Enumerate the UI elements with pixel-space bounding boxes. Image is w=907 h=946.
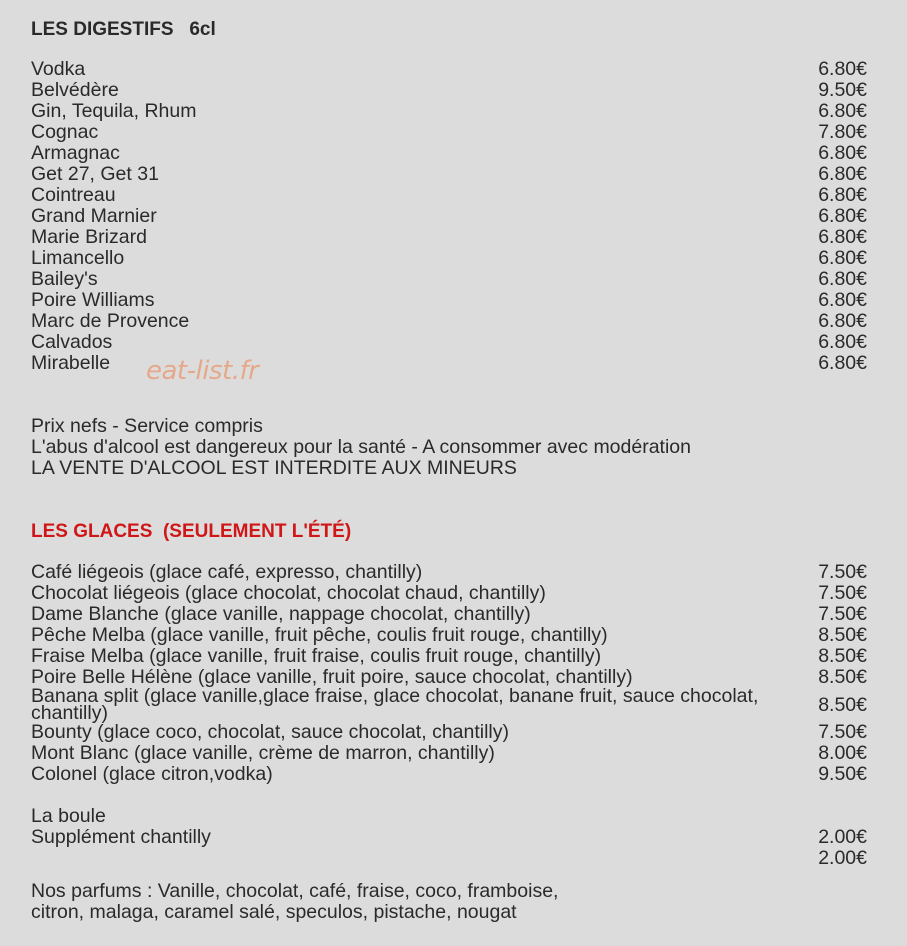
item-name: Get 27, Get 31 (31, 163, 159, 185)
menu-item (31, 604, 867, 625)
item-name: La boule (31, 805, 106, 827)
menu-item (31, 332, 867, 353)
menu-item (31, 206, 867, 227)
item-name: Supplément chantilly (31, 826, 211, 848)
item-price: 8.50€ (818, 666, 867, 688)
menu-item (31, 562, 867, 583)
menu-item (31, 101, 867, 122)
item-name: Dame Blanche (glace vanille, nappage chocolat, chantilly) (31, 603, 531, 625)
item-price: 7.50€ (818, 582, 867, 604)
supplement-row (31, 827, 867, 848)
item-price: 7.50€ (818, 721, 867, 743)
item-name: Cognac (31, 121, 99, 143)
parfums-line: citron, malaga, caramel salé, speculos, pistache, nougat (31, 901, 517, 923)
item-name: Fraise Melba (glace vanille, fruit fraise, coulis fruit rouge, chantilly) (31, 645, 602, 667)
menu-item (31, 764, 867, 785)
item-name: Banana split (glace vanille,glace fraise, glace chocolat, banane fruit, sauce chocolat, chantilly) (31, 685, 759, 724)
item-name: Mirabelle (31, 352, 111, 374)
item-name: Bailey's (31, 268, 98, 290)
menu-item (31, 185, 867, 206)
item-price: 8.00€ (818, 742, 867, 764)
item-price: 6.80€ (818, 100, 867, 122)
item-price: 6.80€ (818, 58, 867, 80)
item-name: Colonel (glace citron,vodka) (31, 763, 273, 785)
item-name: Calvados (31, 331, 113, 353)
menu-item (31, 685, 867, 724)
alcohol-warning: L'abus d'alcool est dangereux pour la santé - A consommer avec modération (31, 436, 692, 458)
item-price: 6.80€ (818, 268, 867, 290)
digestifs-list (31, 59, 867, 374)
item-price: 6.80€ (818, 184, 867, 206)
item-name: Armagnac (31, 142, 120, 164)
parfums-list (31, 881, 867, 923)
glaces-list (31, 562, 867, 785)
item-name: Café liégeois (glace café, expresso, chantilly) (31, 561, 423, 583)
item-price: 8.50€ (818, 624, 867, 646)
menu-item (31, 227, 867, 248)
menu-item (31, 646, 867, 667)
item-name: Poire Williams (31, 289, 155, 311)
item-price: 6.80€ (818, 352, 867, 374)
item-name: Gin, Tequila, Rhum (31, 100, 197, 122)
digestifs-notes (31, 416, 867, 479)
menu-page (31, 0, 867, 923)
item-price: 9.50€ (818, 763, 867, 785)
item-name: Poire Belle Hélène (glace vanille, fruit poire, sauce chocolat, chantilly) (31, 666, 633, 688)
menu-item (31, 80, 867, 101)
menu-item (31, 59, 867, 80)
watermark: eat-list.fr (146, 356, 259, 386)
item-price: 2.00€ (818, 826, 867, 848)
menu-item (31, 248, 867, 269)
menu-item (31, 311, 867, 332)
item-price: 6.80€ (818, 205, 867, 227)
service-note: Prix nefs - Service compris (31, 415, 263, 437)
item-price: 6.80€ (818, 289, 867, 311)
menu-item (31, 269, 867, 290)
item-name: Mont Blanc (glace vanille, crème de marron, chantilly) (31, 742, 495, 764)
item-name: Pêche Melba (glace vanille, fruit pêche, coulis fruit rouge, chantilly) (31, 624, 608, 646)
item-price: 6.80€ (818, 163, 867, 185)
extra-price-row (31, 848, 867, 869)
menu-item (31, 122, 867, 143)
menu-item (31, 290, 867, 311)
item-name: Bounty (glace coco, chocolat, sauce chocolat, chantilly) (31, 721, 510, 743)
item-price: 9.50€ (818, 79, 867, 101)
menu-item (31, 743, 867, 764)
item-name: Cointreau (31, 184, 116, 206)
item-price: 6.80€ (818, 310, 867, 332)
menu-item (31, 722, 867, 743)
item-price: 6.80€ (818, 226, 867, 248)
item-price: 7.50€ (818, 561, 867, 583)
item-name: Chocolat liégeois (glace chocolat, chocolat chaud, chantilly) (31, 582, 546, 604)
item-name: Grand Marnier (31, 205, 157, 227)
item-price: 7.50€ (818, 603, 867, 625)
menu-item (31, 625, 867, 646)
item-price: 8.50€ (818, 645, 867, 667)
glaces-extras (31, 806, 867, 869)
item-name: Marie Brizard (31, 226, 147, 248)
item-price: 6.80€ (818, 331, 867, 353)
menu-item (31, 143, 867, 164)
item-price: 6.80€ (818, 142, 867, 164)
item-name: Limancello (31, 247, 125, 269)
item-name: Belvédère (31, 79, 119, 101)
minors-notice: LA VENTE D'ALCOOL EST INTERDITE AUX MINEURS (31, 457, 517, 479)
glaces-heading: LES GLACES (SEULEMENT L'ÉTÉ) (31, 521, 352, 542)
menu-item (31, 164, 867, 185)
menu-item (31, 583, 867, 604)
parfums-line: Nos parfums : Vanille, chocolat, café, fraise, coco, framboise, (31, 880, 559, 902)
item-price: 8.50€ (818, 693, 867, 716)
digestifs-heading: LES DIGESTIFS 6cl (31, 19, 216, 40)
item-name: Marc de Provence (31, 310, 190, 332)
item-price: 2.00€ (818, 847, 867, 869)
la-boule-row (31, 806, 867, 827)
item-price: 7.80€ (818, 121, 867, 143)
item-name: Vodka (31, 58, 86, 80)
item-price: 6.80€ (818, 247, 867, 269)
